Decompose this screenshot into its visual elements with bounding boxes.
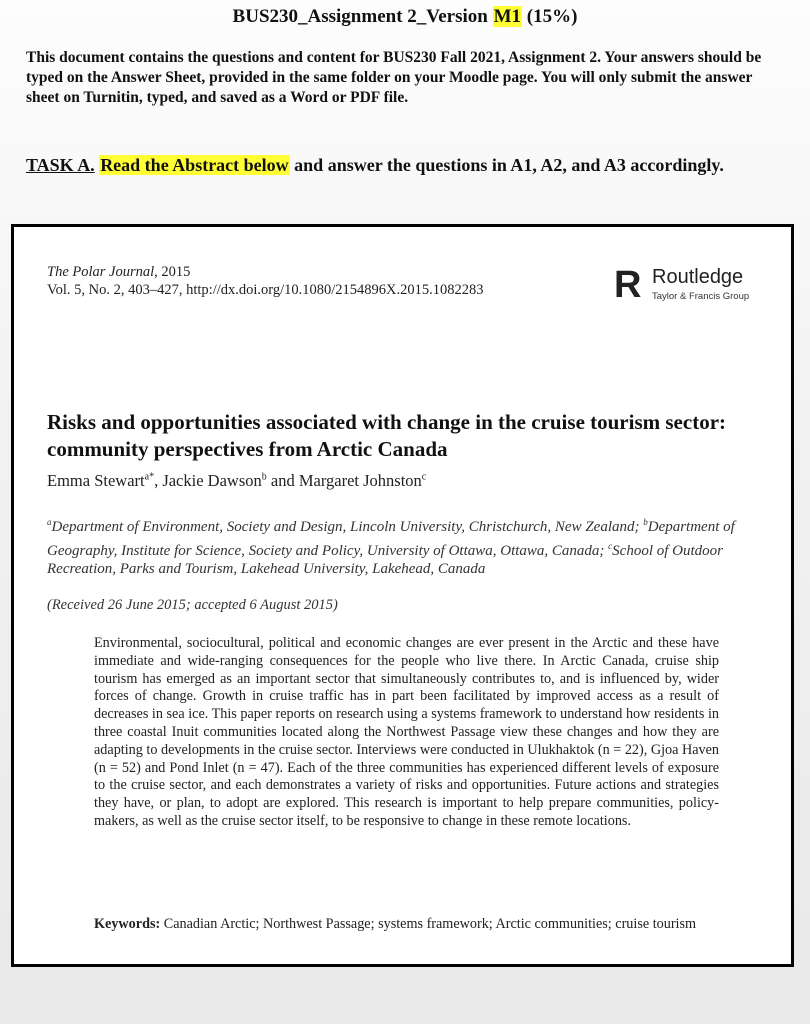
publisher-group: Taylor & Francis Group [652, 291, 750, 302]
title-prefix: BUS230_Assignment 2_Version [232, 6, 493, 27]
author-affil-mark: c [421, 471, 427, 483]
version-highlight: M1 [493, 6, 522, 27]
volume-line: Vol. 5, No. 2, 403–427, http://dx.doi.org/10.1080/2154896X.2015.1082283 [47, 282, 484, 298]
author-list [47, 471, 426, 491]
affil-text: School of Outdoor Recreation, Parks and Tourism, Lakehead University, Lakehead, Canada [47, 542, 724, 577]
intro-paragraph: This document contains the questions and content for BUS230 Fall 2021, Assignment 2. Your answers should be typed on the Answer Sheet, provided in the same folder on your Moodle page. You will only submit the answer sheet on Turnitin, typed, and saved as a Word or PDF file. [26, 49, 762, 106]
author-affil-mark: a [144, 471, 150, 483]
document-title [0, 6, 810, 28]
author-name: Jackie Dawson [162, 471, 262, 490]
journal-name: The Polar Journal [47, 264, 155, 280]
author-separator: and [266, 471, 299, 490]
keywords-list: Canadian Arctic; Northwest Passage; systems framework; Arctic communities; cruise tourism [160, 916, 697, 932]
author-affil-mark: b [261, 471, 267, 483]
article-title: Risks and opportunities associated with change in the cruise tourism sector: community perspectives from Arctic Canada [47, 410, 727, 461]
abstract-image-frame [11, 224, 794, 967]
corresponding-mark: * [149, 471, 155, 483]
publisher-logo [614, 265, 774, 305]
publisher-name: Routledge [652, 266, 744, 288]
task-label: TASK A. [26, 155, 95, 175]
author-name: Margaret Johnston [298, 471, 422, 490]
journal-year: , 2015 [154, 264, 191, 280]
journal-citation [47, 263, 484, 299]
abstract-text: Environmental, sociocultural, political and economic changes are ever present in the Arctic and these have immediate and wide-ranging consequences for the people who live there. In Arctic Canada, cruise ship tourism has emerged as an important sector that simultaneously contributes to, and is influenced by, wider forces of change. Growth in cruise traffic has in part been facilitated by improved access as a result of decreases in sea ice. This paper reports on research using a systems framework to understand how residents in three coastal Inuit communities located along the Northwest Passage view these changes and how they are adapting to developments in the cruise sector. Interviews were conducted in Ulukhaktok (n = 22), Gjoa Haven (n = 52) and Pond Inlet (n = 47). Each of the three communities has experienced different levels of exposure to the cruise sector, and each demonstrates a variety of risks and opportunities. Future actions and strategies they have, or plan, to adopt are explored. This research is important to help prepare communities, policy-makers, as well as the cruise sector itself, to be responsive to change in these remote locations. [94, 635, 719, 829]
affil-text: Department of Geography, Institute for Science, Society and Policy, University of Ottawa, Ottawa, Canada; [47, 519, 735, 559]
affil-mark: a [47, 517, 52, 527]
author-name: Emma Stewart [47, 471, 145, 490]
keywords-label: Keywords: [94, 916, 161, 932]
task-rest: and answer the questions in A1, A2, and A3 accordingly. [289, 155, 724, 175]
routledge-logo-icon: R [614, 264, 642, 306]
affil-mark: c [608, 540, 613, 551]
affiliations [47, 513, 767, 579]
keywords [94, 916, 719, 934]
task-highlight: Read the Abstract below [100, 155, 289, 175]
journal-line [47, 263, 484, 281]
affil-mark: b [643, 517, 648, 527]
task-instruction [26, 152, 786, 178]
author-separator: , [154, 471, 163, 490]
title-suffix: (15%) [522, 6, 578, 27]
received-dates: (Received 26 June 2015; accepted 6 August 2015) [47, 597, 338, 613]
affil-text: Department of Environment, Society and Design, Lincoln University, Christchurch, New Zealand; [51, 519, 644, 535]
